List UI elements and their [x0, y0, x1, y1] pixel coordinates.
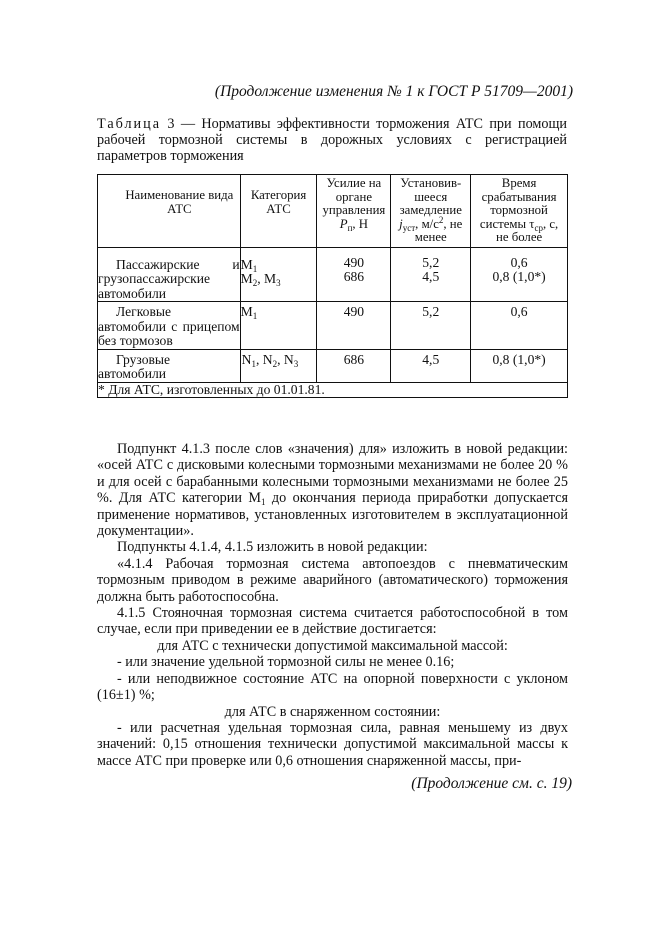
table-row [98, 302, 568, 350]
row-name-trucks: Грузовые автомобили [98, 349, 241, 382]
decel-tail: , не менее [414, 216, 463, 244]
table-footnote-row [98, 382, 568, 398]
col-header-name: Наименование вида АТС [98, 175, 241, 248]
decel-unit: , м/с [415, 216, 439, 231]
force-label: Усилие на органе управления [322, 176, 386, 217]
paragraph-4-1-3: Подпункт 4.1.3 после слов «значения) для» изложить в новой редакции: «осей АТС с дисковыми колесными тормозными механизмами не более 20 % и для осей с барабанными колесными тормозными механизмами не более 25 %. Для АТС категории $M_1$ до окончания периода приработки допускается применение нормативов, установленных изготовителем в эксплуатационной документации». [97, 441, 568, 540]
table-header-row [98, 175, 568, 248]
braking-norms-table [97, 174, 568, 398]
list-item: - или неподвижное состояние АТС на опорной поверхности с уклоном (16±1) %; [97, 670, 568, 704]
force-sub: п [347, 222, 353, 233]
row-decel-passenger: 5,2 4,5 [391, 247, 471, 302]
table-row [98, 349, 568, 382]
time-tail: , с, не более [495, 216, 559, 244]
row-category-trucks: $N_1$, $N_2$, $N_3$ [240, 349, 317, 382]
row-decel-car-trailer: 5,2 [391, 302, 471, 350]
list-item: - или расчетная удельная тормозная сила, равная меньшему из двух значений: 0,15 отношения технически допустимой максимальной массы к массе АТС при проверке или 0,6 отношения снаряженной массы, при- [97, 719, 568, 769]
row-force-passenger: 490 686 [317, 247, 391, 302]
page-footer: (Продолжение см. с. 19) [411, 775, 572, 792]
decel-sup: 2 [438, 214, 444, 225]
time-label: Время срабатывания тормозной системы τ [479, 176, 557, 231]
col-header-category: Категория АТС [240, 175, 317, 248]
paragraph-subitems: Подпункты 4.1.4, 4.1.5 изложить в новой редакции: [117, 539, 428, 556]
row-time-trucks: 0,8 (1,0*) [471, 349, 568, 382]
row-name-passenger: Пассажирские и грузопассажирские автомобили [98, 247, 241, 302]
table-row [98, 247, 568, 302]
row-force-car-trailer: 490 [317, 302, 391, 350]
row-time-car-trailer: 0,6 [471, 302, 568, 350]
paragraph-4-1-5: 4.1.5 Стояночная тормозная система считается работоспособной в том случае, если при приведении ее в действие достигается: [97, 605, 568, 638]
row-time-passenger: 0,6 0,8 (1,0*) [471, 247, 568, 302]
subheading-curb-state: для АТС в снаряженном состоянии: [224, 703, 441, 720]
row-name-car-trailer: Легковые автомобили с прицепом без тормозов [98, 302, 241, 350]
document-body [97, 441, 568, 769]
decel-label: Установив-шееся замедление [399, 176, 462, 217]
table-footnote: * Для АТС, изготовленных до 01.01.81. [98, 382, 568, 398]
row-decel-trucks: 4,5 [391, 349, 471, 382]
table-caption-label: Таблица [97, 116, 162, 132]
row-category-car-trailer: $M_1$ [240, 302, 317, 350]
table-caption [97, 116, 567, 164]
force-unit: , Н [352, 216, 369, 231]
time-sub: ср [534, 222, 543, 233]
list-item: - или значение удельной тормозной силы не менее 0.16; [117, 654, 455, 671]
row-force-trucks: 686 [317, 349, 391, 382]
row-category-passenger: $M_1$ $M_2$, $M_3$ [240, 247, 317, 302]
subheading-max-mass: для АТС с технически допустимой максимальной массой: [157, 637, 508, 654]
force-symbol: P [339, 216, 348, 231]
decel-symbol: j [399, 216, 403, 231]
paragraph-4-1-4: «4.1.4 Рабочая тормозная система автопоездов с пневматическим тормозным приводом в режиме аварийного (автоматического) торможения должна быть работоспособна. [97, 555, 568, 605]
page-header: (Продолжение изменения № 1 к ГОСТ Р 51709—2001) [214, 83, 573, 100]
decel-sub: уст [402, 222, 416, 233]
col-header-response-time [471, 175, 568, 248]
col-header-deceleration [391, 175, 471, 248]
table-caption-text: 3 — Нормативы эффективности торможения АТС при помощи рабочей тормозной системы в дорожных условиях с регистрацией параметров торможения [97, 116, 567, 164]
col-header-force [317, 175, 391, 248]
